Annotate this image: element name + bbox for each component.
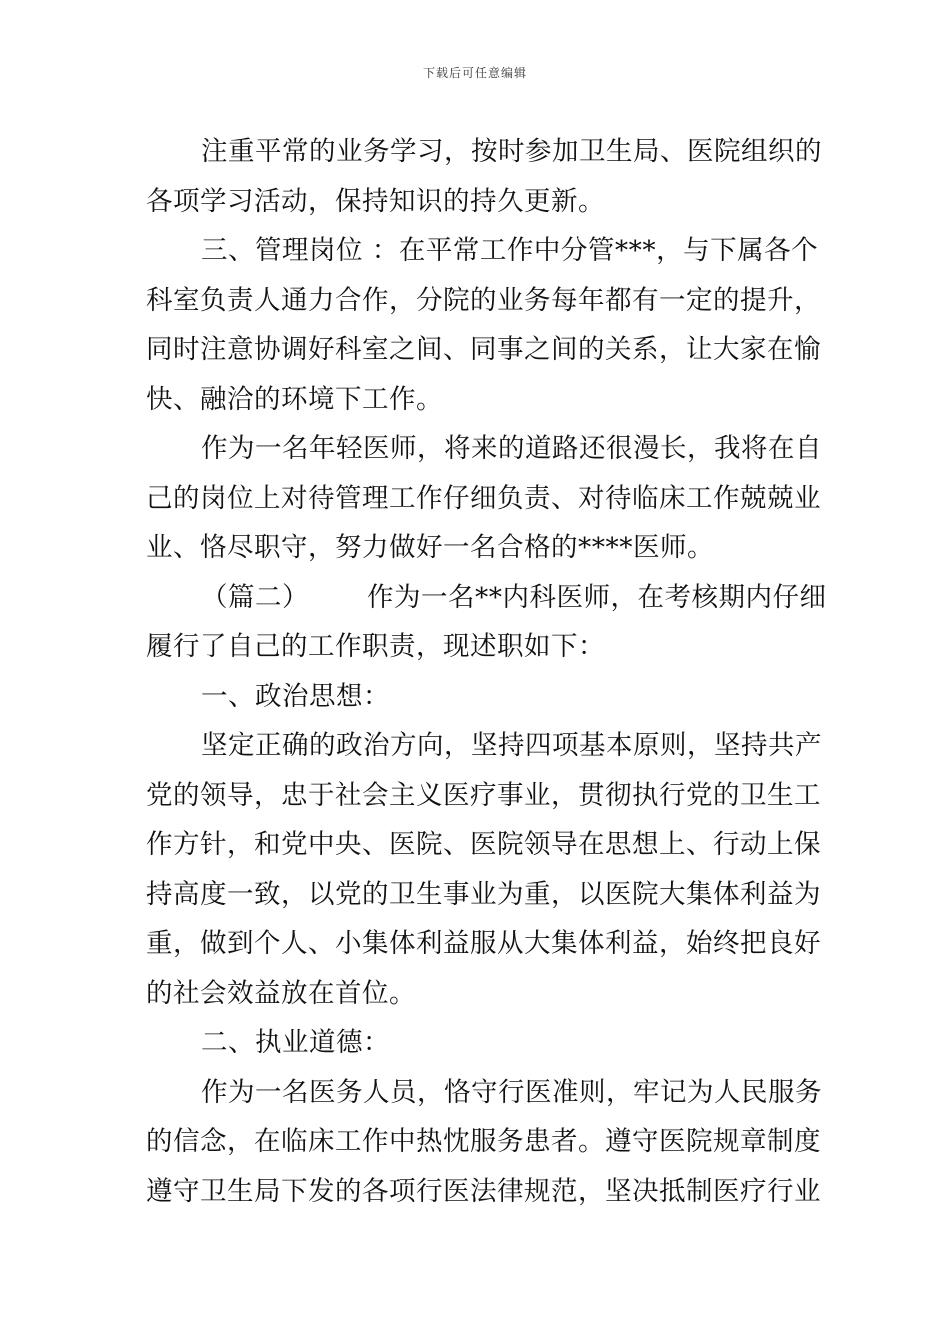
- paragraph-line: 的社会效益放在首位。: [146, 977, 416, 1009]
- paragraph-line: 重，做到个人、小集体利益服从大集体利益，始终把良好: [146, 928, 821, 959]
- paragraph-line: 坚定正确的政治方向，坚持四项基本原则，坚持共产: [201, 730, 822, 761]
- section-heading-line: 三、管理岗位 ：在平常工作中分管***，与下属各个: [201, 235, 819, 266]
- paragraph-line: 党的领导，忠于社会主义医疗事业，贯彻执行党的卫生工: [146, 779, 821, 811]
- section-heading: 一、政治思想：: [201, 680, 390, 712]
- page-header-note: 下载后可任意编辑: [422, 66, 527, 80]
- part-two-intro: 作为一名**内科医师，在考核期内仔细: [367, 581, 827, 613]
- paragraph-line: 作为一名年轻医师，将来的道路还很漫长，我将在自: [201, 433, 822, 464]
- paragraph-line: 同时注意协调好科室之间、同事之间的关系，让大家在愉: [146, 334, 821, 365]
- paragraph-line: 作为一名医务人员，恪守行医准则，牢记为人民服务: [201, 1076, 822, 1108]
- part-two-label: （篇二）: [201, 581, 309, 613]
- paragraph-line: 的信念，在临床工作中热忱服务患者。遵守医院规章制度: [146, 1126, 821, 1157]
- paragraph-line: 己的岗位上对待管理工作仔细负责、对待临床工作兢兢业: [146, 482, 821, 514]
- paragraph-line: 持高度一致，以党的卫生事业为重，以医院大集体利益为: [146, 878, 821, 910]
- part-two-line: [146, 573, 827, 623]
- paragraph-line: 快、融洽的环境下工作。: [146, 383, 443, 415]
- paragraph-line: 履行了自己的工作职责，现述职如下：: [146, 631, 605, 662]
- paragraph-line: 遵守卫生局下发的各项行医法律规范，坚决抵制医疗行业: [146, 1175, 821, 1207]
- paragraph-line: 科室负责人通力合作，分院的业务每年都有一定的提升，: [146, 284, 821, 316]
- document-body: [146, 127, 827, 1216]
- paragraph-line: 作方针，和党中央、医院、医院领导在思想上、行动上保: [146, 829, 821, 860]
- section-heading: 二、执业道德：: [201, 1027, 390, 1058]
- paragraph-line: 业、恪尽职守，努力做好一名合格的****医师。: [146, 532, 714, 563]
- paragraph-line: 注重平常的业务学习，按时参加卫生局、医院组织的: [201, 136, 822, 167]
- paragraph-line: 各项学习活动，保持知识的持久更新。: [146, 185, 605, 217]
